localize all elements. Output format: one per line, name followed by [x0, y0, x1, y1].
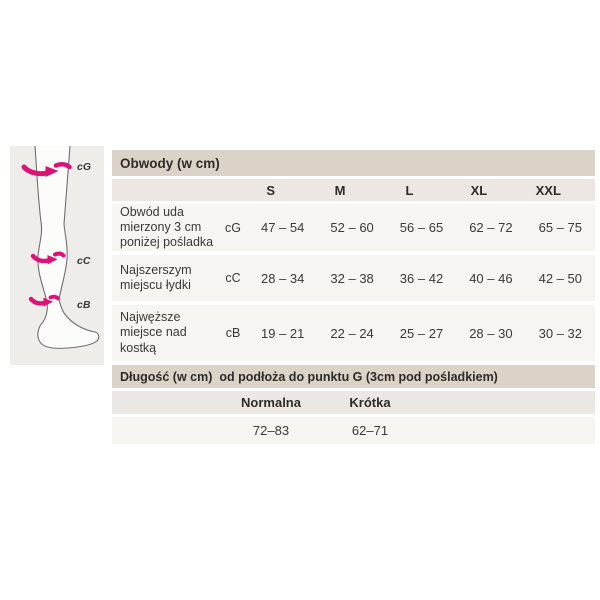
- row-point: cC: [225, 271, 241, 285]
- length-value-normal: 72–83: [252, 423, 290, 438]
- cell-value: 52 – 60: [330, 220, 374, 235]
- length-header-row: [112, 391, 595, 414]
- row-point: cB: [225, 326, 241, 340]
- cell-value: 22 – 24: [330, 325, 374, 341]
- cell-value: 28 – 34: [261, 270, 305, 286]
- length-header-normal: Normalna: [241, 395, 301, 410]
- cell-value: 56 – 65: [399, 220, 444, 235]
- size-header-row: [112, 179, 595, 201]
- leg-outline: [35, 146, 99, 348]
- table-row-calf: [112, 255, 595, 301]
- table-row-ankle: [112, 305, 595, 361]
- length-values-row: [112, 417, 595, 444]
- size-header-xxl: XXL: [535, 182, 561, 198]
- diagram-label-cb: cB: [77, 299, 91, 311]
- circumference-title: Obwody (w cm): [120, 155, 220, 171]
- leg-measurement-diagram: [10, 146, 104, 365]
- cell-value: 25 – 27: [399, 325, 444, 341]
- row-label: Najwęższe miejsce nad kostką: [120, 310, 187, 355]
- size-header-xl: XL: [470, 182, 488, 198]
- cell-value: 36 – 42: [399, 270, 444, 286]
- table-row-thigh: [112, 204, 595, 251]
- length-subtitle: od podłoża do punktu G (3cm pod pośladkiem): [219, 369, 498, 384]
- diagram-label-cc: cC: [77, 255, 91, 267]
- cell-value: 28 – 30: [469, 325, 513, 341]
- circumference-header-bar: [112, 150, 595, 176]
- row-point: cG: [225, 220, 241, 235]
- cell-value: 47 – 54: [261, 220, 305, 235]
- size-table: [112, 150, 595, 444]
- size-header-m: M: [334, 182, 346, 198]
- cell-value: 42 – 50: [538, 270, 582, 286]
- length-header-bar: [112, 365, 595, 388]
- cell-value: 30 – 32: [538, 325, 582, 341]
- size-header-s: S: [266, 182, 276, 198]
- row-label: Najszerszym miejscu łydki: [120, 262, 192, 292]
- diagram-label-cg: cG: [77, 161, 92, 173]
- cell-value: 62 – 72: [469, 220, 513, 235]
- cell-value: 65 – 75: [538, 220, 582, 235]
- row-label: Obwód uda mierzony 3 cm poniżej pośladka: [120, 204, 214, 250]
- length-header-short: Krótka: [349, 395, 391, 410]
- leg-illustration: [10, 146, 104, 365]
- length-title: Długość (w cm): [120, 369, 213, 384]
- length-value-short: 62–71: [351, 423, 389, 438]
- cell-value: 32 – 38: [330, 270, 374, 286]
- size-header-l: L: [405, 182, 414, 198]
- cell-value: 40 – 46: [469, 270, 513, 286]
- cell-value: 19 – 21: [261, 325, 305, 341]
